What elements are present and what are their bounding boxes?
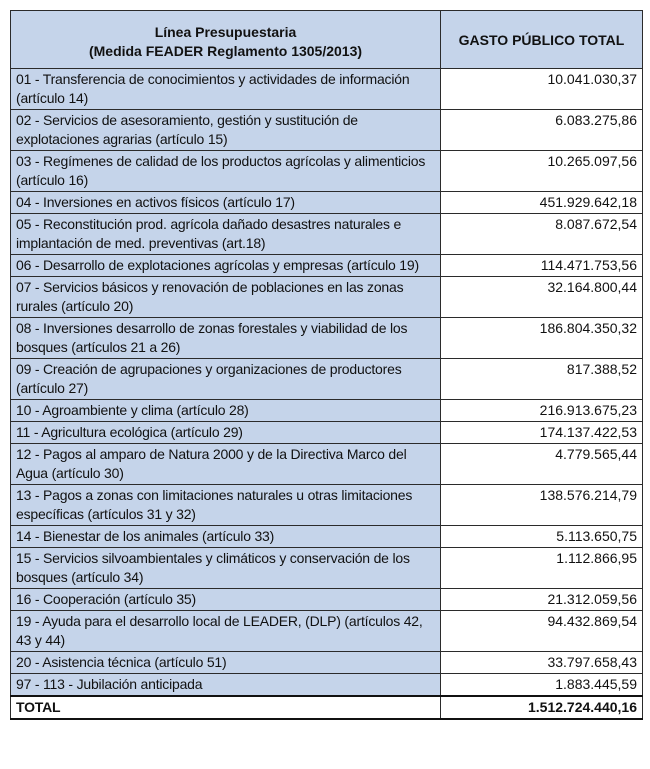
budget-line-label: 06 - Desarrollo de explotaciones agrícolas y empresas (artículo 19): [11, 255, 441, 277]
budget-line-amount: 138.576.214,79: [441, 485, 643, 526]
budget-line-header-subtitle: (Medida FEADER Reglamento 1305/2013): [88, 43, 363, 59]
table-header-row: [11, 11, 643, 69]
budget-line-amount: 5.113.650,75: [441, 526, 643, 548]
budget-line-amount: 33.797.658,43: [441, 652, 643, 674]
budget-line-label: 04 - Inversiones en activos físicos (artículo 17): [11, 192, 441, 214]
budget-line-label: 97 - 113 - Jubilación anticipada: [11, 674, 441, 697]
table-row: [11, 69, 643, 110]
budget-line-amount: 94.432.869,54: [441, 611, 643, 652]
table-row: [11, 485, 643, 526]
table-row: [11, 674, 643, 697]
table-row: [11, 110, 643, 151]
budget-line-amount: 10.265.097,56: [441, 151, 643, 192]
cut-off-footnote: [90, 760, 570, 769]
table-row: [11, 359, 643, 400]
table-row: [11, 151, 643, 192]
budget-line-amount: 114.471.753,56: [441, 255, 643, 277]
budget-line-amount: 186.804.350,32: [441, 318, 643, 359]
budget-line-label: 03 - Regímenes de calidad de los productos agrícolas y alimenticios (artículo 16): [11, 151, 441, 192]
budget-line-label: 05 - Reconstitución prod. agrícola dañado desastres naturales e implantación de med. preventivas (art.18): [11, 214, 441, 255]
budget-line-amount: 21.312.059,56: [441, 589, 643, 611]
total-row: [11, 696, 643, 719]
budget-table: [10, 10, 643, 720]
budget-line-label: 15 - Servicios silvoambientales y climáticos y conservación de los bosques (artículo 34): [11, 548, 441, 589]
budget-line-amount: 10.041.030,37: [441, 69, 643, 110]
total-label: TOTAL: [11, 696, 441, 719]
table-row: [11, 400, 643, 422]
budget-line-label: 14 - Bienestar de los animales (artículo 33): [11, 526, 441, 548]
budget-line-amount: 6.083.275,86: [441, 110, 643, 151]
total-amount: 1.512.724.440,16: [441, 696, 643, 719]
budget-line-amount: 32.164.800,44: [441, 277, 643, 318]
table-row: [11, 548, 643, 589]
budget-table-container: [10, 10, 642, 720]
table-row: [11, 255, 643, 277]
budget-line-label: 19 - Ayuda para el desarrollo local de LEADER, (DLP) (artículos 42, 43 y 44): [11, 611, 441, 652]
table-row: [11, 652, 643, 674]
budget-line-amount: 1.112.866,95: [441, 548, 643, 589]
budget-line-label: 20 - Asistencia técnica (artículo 51): [11, 652, 441, 674]
budget-line-amount: 817.388,52: [441, 359, 643, 400]
budget-line-label: 13 - Pagos a zonas con limitaciones naturales u otras limitaciones específicas (artículos 31 y 32): [11, 485, 441, 526]
budget-line-header: [11, 11, 441, 69]
budget-line-amount: 451.929.642,18: [441, 192, 643, 214]
budget-line-label: 11 - Agricultura ecológica (artículo 29): [11, 422, 441, 444]
budget-line-label: 12 - Pagos al amparo de Natura 2000 y de la Directiva Marco del Agua (artículo 30): [11, 444, 441, 485]
table-row: [11, 444, 643, 485]
table-row: [11, 192, 643, 214]
budget-line-label: 16 - Cooperación (artículo 35): [11, 589, 441, 611]
total-public-spending-header: GASTO PÚBLICO TOTAL: [441, 11, 643, 69]
budget-line-label: 07 - Servicios básicos y renovación de poblaciones en las zonas rurales (artículo 20): [11, 277, 441, 318]
budget-line-amount: 1.883.445,59: [441, 674, 643, 697]
budget-line-label: 08 - Inversiones desarrollo de zonas forestales y viabilidad de los bosques (artículos 21 a 26): [11, 318, 441, 359]
table-row: [11, 526, 643, 548]
table-row: [11, 422, 643, 444]
budget-line-label: 10 - Agroambiente y clima (artículo 28): [11, 400, 441, 422]
budget-line-label: 02 - Servicios de asesoramiento, gestión y sustitución de explotaciones agrarias (artículo 15): [11, 110, 441, 151]
budget-line-amount: 8.087.672,54: [441, 214, 643, 255]
budget-line-header-title: Línea Presupuestaria: [154, 24, 297, 40]
table-row: [11, 318, 643, 359]
table-row: [11, 611, 643, 652]
table-row: [11, 214, 643, 255]
table-row: [11, 589, 643, 611]
budget-line-label: 01 - Transferencia de conocimientos y actividades de información (artículo 14): [11, 69, 441, 110]
budget-line-amount: 174.137.422,53: [441, 422, 643, 444]
budget-line-amount: 216.913.675,23: [441, 400, 643, 422]
table-row: [11, 277, 643, 318]
budget-line-amount: 4.779.565,44: [441, 444, 643, 485]
budget-line-label: 09 - Creación de agrupaciones y organizaciones de productores (artículo 27): [11, 359, 441, 400]
